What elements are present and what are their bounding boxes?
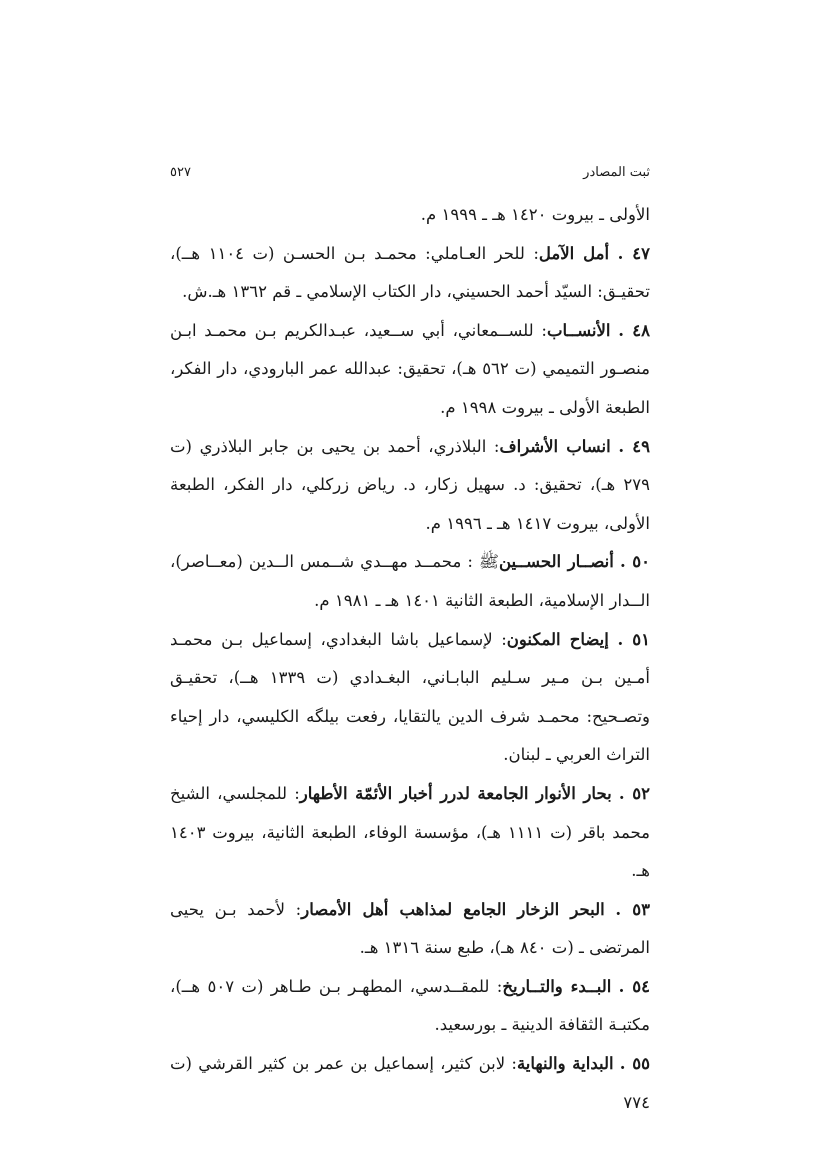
bibliography-entry xyxy=(170,428,650,544)
entry-title: إيضاح المكنون xyxy=(506,629,609,649)
entry-text: : للمقــدسي، المطهـر بـن طـاهر (ت ٥٠٧ هــ)، مكتبـة الثقافة الدينية ـ بورسعيد. xyxy=(170,976,650,1035)
entry-text: ﷺ : محمــد مهــدي شــمس الــدين (معــاصر)، الــدار الإسلامية، الطبعة الثانية ١٤٠١ هـ ـ ١٩٨١ م. xyxy=(170,552,650,610)
entry-number: ٥٠ . xyxy=(619,552,650,572)
entry-title: الأنســاب xyxy=(546,320,611,340)
entry-number: ٤٩ . xyxy=(618,436,650,456)
entry-text: : لأحمد بـن يحيى المرتضى ـ (ت ٨٤٠ هـ)، طبع سنة ١٣١٦ هـ. xyxy=(170,899,650,958)
entry-title: بحار الأنوار الجامعة لدرر أخبار الأئمّة الأطهار xyxy=(299,783,612,803)
page-number: ٥٢٧ xyxy=(170,164,191,180)
bibliography-entry xyxy=(170,312,650,428)
entry-title: أمل الآمل xyxy=(538,243,610,263)
entry-number: ٤٨ . xyxy=(618,320,651,340)
bibliography-entry xyxy=(170,968,650,1045)
entry-text: : البلاذري، أحمد بن يحيى بن جابر البلاذري (ت ٢٧٩ هـ)، تحقيق: د. سهيل زكار، د. رياض زركلي، دار الفكر، الطبعة الأولى، بيروت ١٤١٧ هـ ـ ١٩٩٦ م. xyxy=(170,436,650,533)
entry-title: البــدء والتــاريخ xyxy=(502,976,612,996)
entry-number: ٥٥ . xyxy=(619,1054,650,1074)
entry-text: : لابن كثير، إسماعيل بن عمر بن كثير القرشي (ت ٧٧٤ xyxy=(170,1054,650,1112)
bibliography-entry xyxy=(170,543,650,620)
bibliography-entry xyxy=(170,621,650,775)
entry-number: ٥٣ . xyxy=(615,899,650,919)
entry-text: الأولى ـ بيروت ١٤٢٠ هـ ـ ١٩٩٩ م. xyxy=(420,205,650,224)
entry-title: أنصــار الحســين xyxy=(498,552,614,572)
entry-text: : للحر العـاملي: محمـد بـن الحسـن (ت ١١٠٤ هــ)، تحقيـق: السيّد أحمد الحسيني، دار الكتاب الإسلامي ـ قم ١٣٦٢ هـ.ش. xyxy=(170,243,650,302)
entry-number: ٥٤ . xyxy=(618,976,650,996)
entry-title: البداية والنهاية xyxy=(516,1054,614,1074)
bibliography-entry xyxy=(170,775,650,891)
entry-text: : للمجلسي، الشيخ محمد باقر (ت ١١١١ هـ)، مؤسسة الوفاء، الطبعة الثانية، بيروت ١٤٠٣ هـ. xyxy=(170,783,650,881)
entry-number: ٥١ . xyxy=(617,629,650,649)
bibliography-entry xyxy=(170,1045,650,1122)
entry-title: البحر الزخار الجامع لمذاهب أهل الأمصار xyxy=(301,899,605,919)
entry-text: : لإسماعيل باشا البغدادي، إسماعيل بـن محمـد أمـين بـن مـير سـليم البابـاني، البغـدادي (ت ١٣٣٩ هــ)، تحقيـق وتصـحيح: محمـد شرف الدين يالتقايا، رفعت بيلگه الكليسي، دار إحياء التراث العربي ـ لبنان. xyxy=(170,629,650,765)
running-header xyxy=(170,160,650,184)
bibliography-entry xyxy=(170,891,650,968)
bibliography-entry xyxy=(170,196,650,235)
bibliography-entry xyxy=(170,235,650,312)
entry-title: انساب الأشراف xyxy=(499,436,611,456)
section-title: ثبت المصادر xyxy=(583,164,650,180)
entry-number: ٤٧ . xyxy=(617,243,650,263)
entry-text: : للســمعاني، أبي ســعيد، عبـدالكريم بـن محمـد ابـن منصـور التميمي (ت ٥٦٢ هـ)، تحقيق: عبدالله عمر البارودي، دار الفكر، الطبعة الأولى ـ بيروت ١٩٩٨ م. xyxy=(170,320,650,417)
entry-number: ٥٢ . xyxy=(618,783,650,803)
bibliography-list xyxy=(170,196,650,1122)
